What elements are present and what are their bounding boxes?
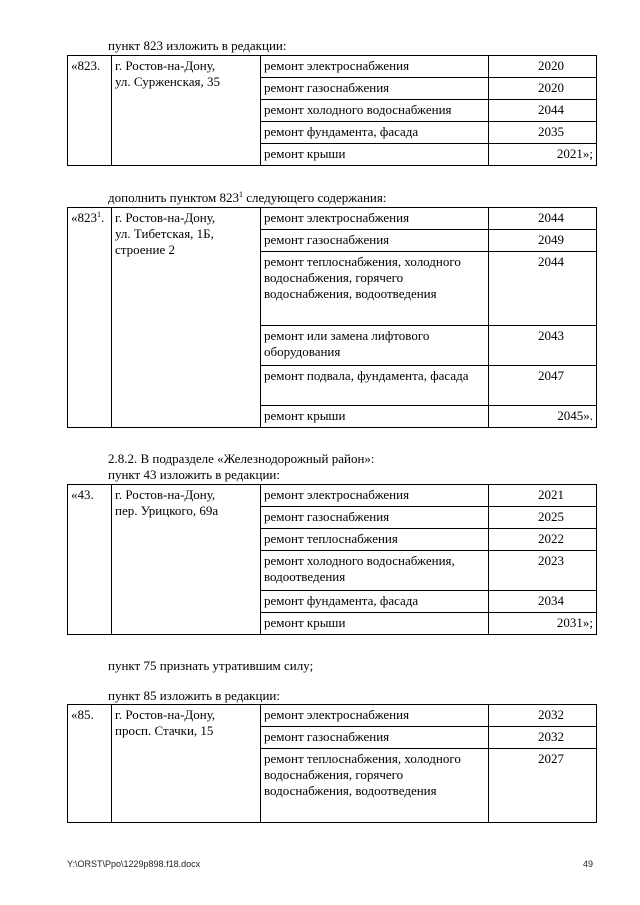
year: 2021»; <box>489 144 597 166</box>
year: 2027 <box>489 749 597 823</box>
year: 2044 <box>489 252 597 326</box>
year: 2023 <box>489 551 597 591</box>
address: г. Ростов-на-Дону, просп. Стачки, 15 <box>112 705 261 823</box>
work-type: ремонт крыши <box>261 406 489 428</box>
table-823 <box>67 55 597 166</box>
work-type: ремонт электроснабжения <box>261 208 489 230</box>
year: 2031»; <box>489 613 597 635</box>
table-row <box>68 705 597 727</box>
section-heading: 2.8.2. В подразделе «Железнодорожный район»: <box>108 451 375 466</box>
item-number: «$823^1$. <box>68 208 112 428</box>
year: 2043 <box>489 326 597 366</box>
work-type: ремонт холодного водоснабжения, водоотведения <box>261 551 489 591</box>
item-number: «823. <box>68 56 112 166</box>
table-row <box>68 208 597 230</box>
address: г. Ростов-на-Дону, пер. Урицкого, 69а <box>112 485 261 635</box>
table-85 <box>67 704 597 823</box>
year: 2022 <box>489 529 597 551</box>
year: 2049 <box>489 230 597 252</box>
footer-file-path: Y:\ORST\Ppo\1229p898.f18.docx <box>67 859 201 869</box>
work-type: ремонт холодного водоснабжения <box>261 100 489 122</box>
intro-85: пункт 85 изложить в редакции: <box>108 688 280 703</box>
year: 2045». <box>489 406 597 428</box>
year: 2034 <box>489 591 597 613</box>
table-823-1 <box>67 207 597 428</box>
year: 2044 <box>489 208 597 230</box>
item-number: «43. <box>68 485 112 635</box>
year: 2025 <box>489 507 597 529</box>
work-type: ремонт электроснабжения <box>261 485 489 507</box>
intro-823-1: дополнить пунктом $823^1$ следующего содержания: <box>108 190 387 205</box>
work-type: ремонт крыши <box>261 144 489 166</box>
work-type: ремонт газоснабжения <box>261 230 489 252</box>
year: 2047 <box>489 366 597 406</box>
work-type: ремонт электроснабжения <box>261 705 489 727</box>
year: 2021 <box>489 485 597 507</box>
work-type: ремонт электроснабжения <box>261 56 489 78</box>
work-type: ремонт газоснабжения <box>261 727 489 749</box>
year: 2020 <box>489 56 597 78</box>
table-43 <box>67 484 597 635</box>
work-type: ремонт подвала, фундамента, фасада <box>261 366 489 406</box>
intro-43: пункт 43 изложить в редакции: <box>108 467 280 482</box>
work-type: ремонт теплоснабжения, холодного водоснабжения, горячего водоснабжения, водоотведения <box>261 749 489 823</box>
work-type: ремонт крыши <box>261 613 489 635</box>
year: 2020 <box>489 78 597 100</box>
year: 2035 <box>489 122 597 144</box>
table-row <box>68 56 597 78</box>
year: 2044 <box>489 100 597 122</box>
table-row <box>68 485 597 507</box>
item-number: «85. <box>68 705 112 823</box>
intro-823: пункт 823 изложить в редакции: <box>108 38 287 53</box>
work-type: ремонт теплоснабжения <box>261 529 489 551</box>
work-type: ремонт фундамента, фасада <box>261 122 489 144</box>
work-type: ремонт газоснабжения <box>261 78 489 100</box>
year: 2032 <box>489 727 597 749</box>
work-type: ремонт газоснабжения <box>261 507 489 529</box>
address: г. Ростов-на-Дону, ул. Сурженская, 35 <box>112 56 261 166</box>
work-type: ремонт теплоснабжения, холодного водоснабжения, горячего водоснабжения, водоотведения <box>261 252 489 326</box>
year: 2032 <box>489 705 597 727</box>
page-number: 49 <box>583 859 594 869</box>
work-type: ремонт фундамента, фасада <box>261 591 489 613</box>
address: г. Ростов-на-Дону, ул. Тибетская, 1Б, строение 2 <box>112 208 261 428</box>
work-type: ремонт или замена лифтового оборудования <box>261 326 489 366</box>
paragraph-75: пункт 75 признать утратившим силу; <box>108 658 314 673</box>
